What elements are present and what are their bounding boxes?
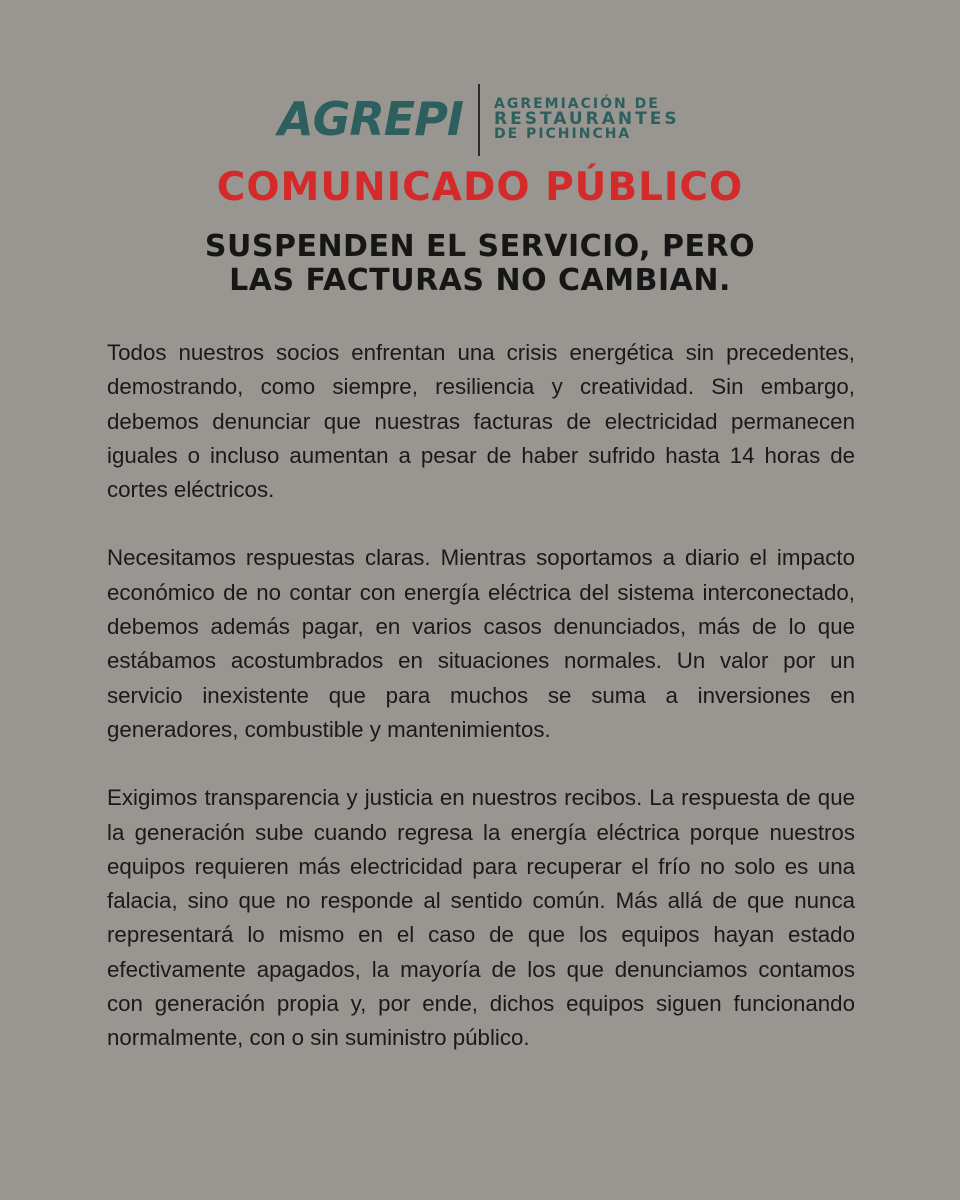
paragraph-3: Exigimos transparencia y justicia en nuestros recibos. La respuesta de que la generación sube cuando regresa la energía eléctrica porque nuestros equipos requieren más electricidad para recuperar el frío no solo es una falacia, sino que no responde al sentido común. Más allá de que nunca representará lo mismo en el caso de que los equipos hayan estado efectivamente apagados, la mayoría de los que denunciamos contamos con generación propia y, por ende, dichos equipos siguen funcionando normalmente, con o sin suministro público. xyxy=(107,785,855,1051)
logo-sub-line-1: AGREMIACIÓN DE xyxy=(494,96,660,112)
agrepi-logo xyxy=(278,84,688,156)
subtitle-line-2: LAS FACTURAS NO CAMBIAN. xyxy=(229,263,731,298)
paragraph-2: Necesitamos respuestas claras. Mientras soportamos a diario el impacto económico de no contar con energía eléctrica del sistema interconectado, debemos además pagar, en varios casos denunciados, más de lo que estábamos acostumbrados en situaciones normales. Un valor por un servicio inexistente que para muchos se suma a inversiones en generadores, combustible y mantenimientos. xyxy=(107,545,855,742)
page-subtitle xyxy=(0,230,960,298)
logo-subtitle xyxy=(494,97,680,142)
logo-divider xyxy=(478,84,480,156)
logo-sub-line-3: DE PICHINCHA xyxy=(494,126,632,142)
page-title: COMUNICADO PÚBLICO xyxy=(216,165,744,210)
logo-wordmark: AGREPI xyxy=(278,92,464,146)
logo-sub-line-2: RESTAURANTES xyxy=(494,109,680,129)
subtitle-line-1: SUSPENDEN EL SERVICIO, PERO xyxy=(204,229,756,264)
paragraph-1: Todos nuestros socios enfrentan una crisis energética sin precedentes, demostrando, como siempre, resiliencia y creatividad. Sin embargo, debemos denunciar que nuestras facturas de electricidad permanecen iguales o incluso aumentan a pesar de haber sufrido hasta 14 horas de cortes eléctricos. xyxy=(107,340,855,503)
body-text xyxy=(107,336,855,1090)
